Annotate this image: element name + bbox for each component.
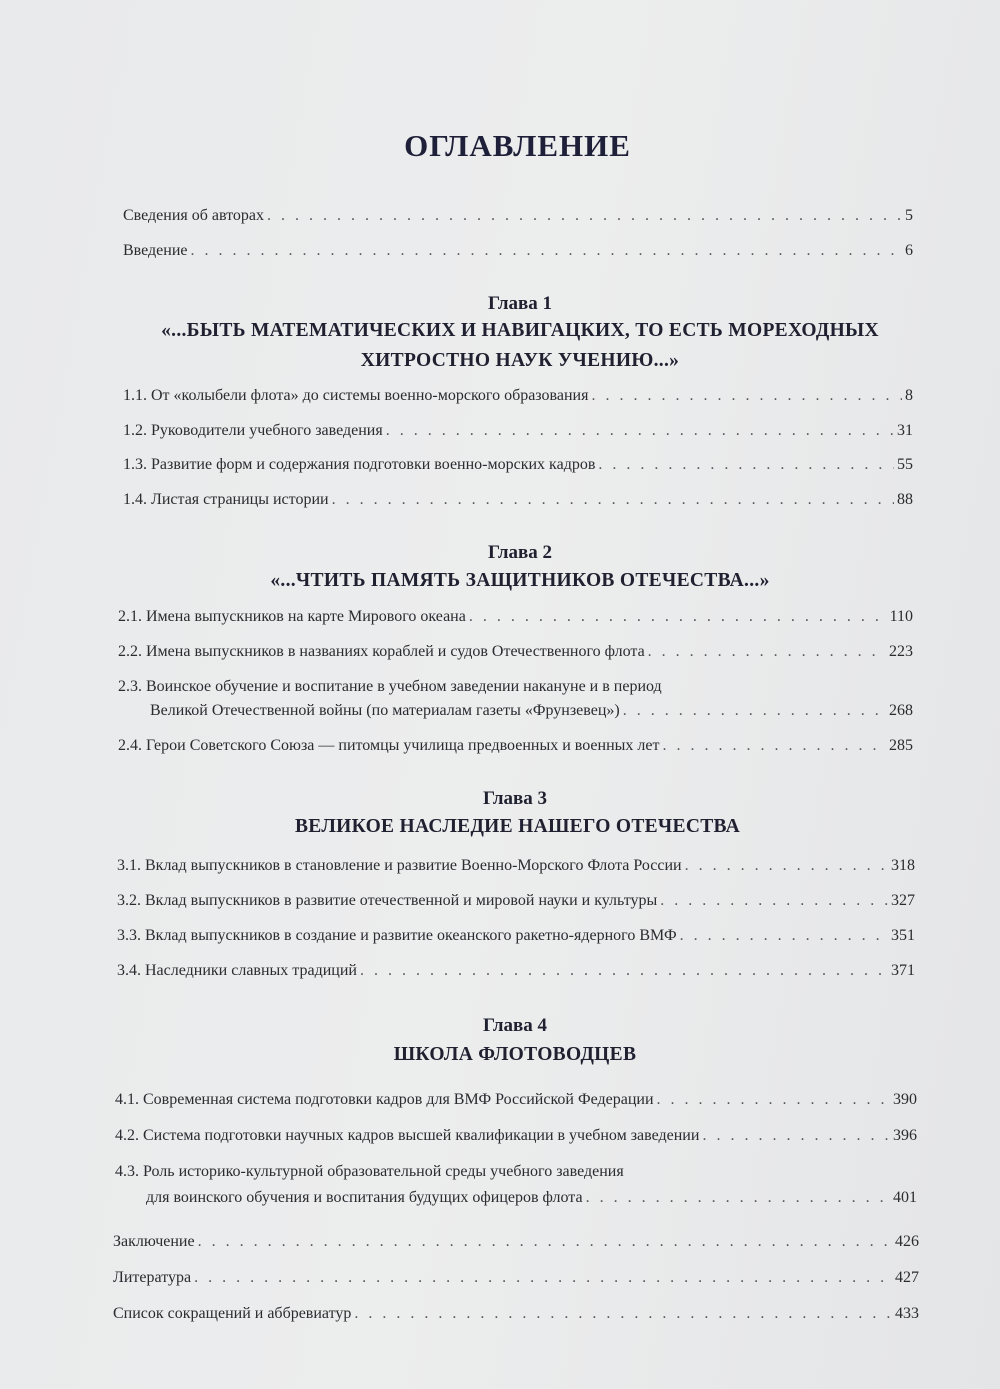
chapter-2-label: Глава 2: [487, 542, 553, 563]
entry-label: Сведения об авторах: [123, 207, 265, 224]
entry-label: 1.2. Руководители учебного заведения: [123, 422, 383, 439]
toc-entry-1-4[interactable]: [123, 490, 913, 510]
leader-dots: [660, 891, 888, 911]
toc-entry-2-2[interactable]: [118, 642, 913, 662]
entry-page: 268: [889, 702, 913, 719]
entry-page: 6: [905, 242, 913, 259]
chapter-1-label: Глава 1: [487, 293, 553, 314]
chapter-title-line: ВЕЛИКОЕ НАСЛЕДИЕ НАШЕГО ОТЕЧЕСТВА: [294, 816, 740, 837]
toc-entry-conclusion[interactable]: [113, 1232, 919, 1252]
entry-label: 4.1. Современная система подготовки кадров для ВМФ Российской Федерации: [115, 1091, 654, 1108]
entry-page: 327: [891, 892, 915, 909]
entry-label: Литература: [113, 1269, 192, 1286]
toc-entry-3-1[interactable]: [117, 856, 915, 876]
entry-page: 8: [905, 387, 913, 404]
entry-page: 223: [889, 643, 913, 660]
toc-entry-4-2[interactable]: [115, 1126, 917, 1146]
chapter-1-title: [0, 316, 1000, 376]
leader-dots: [657, 1090, 890, 1110]
toc-entry-4-3-first-line: 4.3. Роль историко-культурной образовательной среды учебного заведения: [115, 1163, 624, 1180]
entry-label: Список сокращений и аббревиатур: [113, 1305, 352, 1322]
chapter-title-line: ШКОЛА ФЛОТОВОДЦЕВ: [393, 1044, 637, 1065]
entry-label: 1.1. От «колыбели флота» до системы военно-морского образования: [123, 387, 589, 404]
chapter-2-title: [0, 566, 1000, 596]
chapter-4-label: Глава 4: [482, 1015, 548, 1036]
chapter-title-line: «...БЫТЬ МАТЕМАТИЧЕСКИХ И НАВИГАЦКИХ, ТО ЕСТЬ МОРЕХОДНЫХ: [161, 320, 879, 341]
toc-entry-3-3[interactable]: [117, 926, 915, 946]
toc-entry-1-2[interactable]: [123, 421, 913, 441]
entry-label: 2.2. Имена выпускников в названиях кораблей и судов Отечественного флота: [118, 643, 645, 660]
leader-dots: [360, 961, 888, 981]
entry-label: 3.2. Вклад выпускников в развитие отечественной и мировой науки и культуры: [117, 892, 658, 909]
entry-page: 371: [891, 962, 915, 979]
leader-dots: [685, 856, 888, 876]
entry-page: 318: [891, 857, 915, 874]
leader-dots: [386, 421, 894, 441]
toc-entry-1-1[interactable]: [123, 386, 913, 406]
entry-page: 390: [893, 1091, 917, 1108]
leader-dots: [591, 386, 902, 406]
entry-page: 285: [889, 737, 913, 754]
entry-label: 2.1. Имена выпускников на карте Мирового океана: [118, 608, 466, 625]
entry-page: 110: [889, 608, 913, 625]
entry-label: для воинского обучения и воспитания будущих офицеров флота: [146, 1189, 583, 1206]
toc-entry-3-2[interactable]: [117, 891, 915, 911]
leader-dots: [662, 736, 886, 756]
toc-entry-authors[interactable]: [123, 206, 913, 226]
leader-dots: [354, 1304, 892, 1324]
entry-label: 3.4. Наследники славных традиций: [117, 962, 357, 979]
entry-page: 396: [893, 1127, 917, 1144]
entry-label: 2.4. Герои Советского Союза — питомцы училища предвоенных и военных лет: [118, 737, 660, 754]
entry-label: 3.3. Вклад выпускников в создание и развитие океанского ракетно-ядерного ВМФ: [117, 927, 677, 944]
toc-entry-1-3[interactable]: [123, 455, 913, 475]
leader-dots: [598, 455, 894, 475]
entry-page: 31: [897, 422, 913, 439]
leader-dots: [267, 206, 902, 226]
leader-dots: [586, 1188, 890, 1208]
leader-dots: [680, 926, 888, 946]
toc-entry-2-1[interactable]: [118, 607, 913, 627]
entry-label: 4.2. Система подготовки научных кадров высшей квалификации в учебном заведении: [115, 1127, 700, 1144]
entry-page: 351: [891, 927, 915, 944]
entry-page: 401: [893, 1189, 917, 1206]
entry-page: 426: [895, 1233, 919, 1250]
toc-entry-introduction[interactable]: [123, 241, 913, 261]
page-title: ОГЛАВЛЕНИЕ: [404, 128, 631, 163]
entry-page: 433: [895, 1305, 919, 1322]
toc-entry-4-3[interactable]: [146, 1188, 917, 1208]
entry-label: 1.3. Развитие форм и содержания подготовки военно-морских кадров: [123, 456, 596, 473]
entry-page: 5: [905, 207, 913, 224]
leader-dots: [194, 1268, 892, 1288]
toc-entry-2-4[interactable]: [118, 736, 913, 756]
leader-dots: [198, 1232, 892, 1252]
entry-page: 55: [897, 456, 913, 473]
toc-entry-4-1[interactable]: [115, 1090, 917, 1110]
entry-label: Великой Отечественной войны (по материалам газеты «Фрунзевец»): [150, 702, 620, 719]
chapter-title-line: ХИТРОСТНО НАУК УЧЕНИЮ...»: [360, 350, 680, 371]
leader-dots: [332, 490, 894, 510]
toc-entry-3-4[interactable]: [117, 961, 915, 981]
leader-dots: [648, 642, 886, 662]
entry-page: 88: [897, 491, 913, 508]
entry-label: 1.4. Листая страницы истории: [123, 491, 329, 508]
toc-entry-literature[interactable]: [113, 1268, 919, 1288]
toc-entry-2-3[interactable]: [150, 701, 913, 721]
chapter-title-line: «...ЧТИТЬ ПАМЯТЬ ЗАЩИТНИКОВ ОТЕЧЕСТВА...»: [270, 570, 770, 591]
chapter-4-title: [0, 1040, 1000, 1070]
chapter-3-label: Глава 3: [482, 788, 548, 809]
entry-page: 427: [895, 1269, 919, 1286]
toc-entry-2-3-first-line: 2.3. Воинское обучение и воспитание в учебном заведении накануне и в период: [118, 678, 662, 695]
leader-dots: [191, 241, 903, 261]
toc-entry-abbreviations[interactable]: [113, 1304, 919, 1324]
entry-label: Заключение: [113, 1233, 195, 1250]
chapter-3-title: [0, 812, 1000, 842]
entry-label: 3.1. Вклад выпускников в становление и развитие Военно-Морского Флота России: [117, 857, 682, 874]
entry-label: Введение: [123, 242, 188, 259]
leader-dots: [702, 1126, 890, 1146]
leader-dots: [469, 607, 887, 627]
leader-dots: [623, 701, 886, 721]
